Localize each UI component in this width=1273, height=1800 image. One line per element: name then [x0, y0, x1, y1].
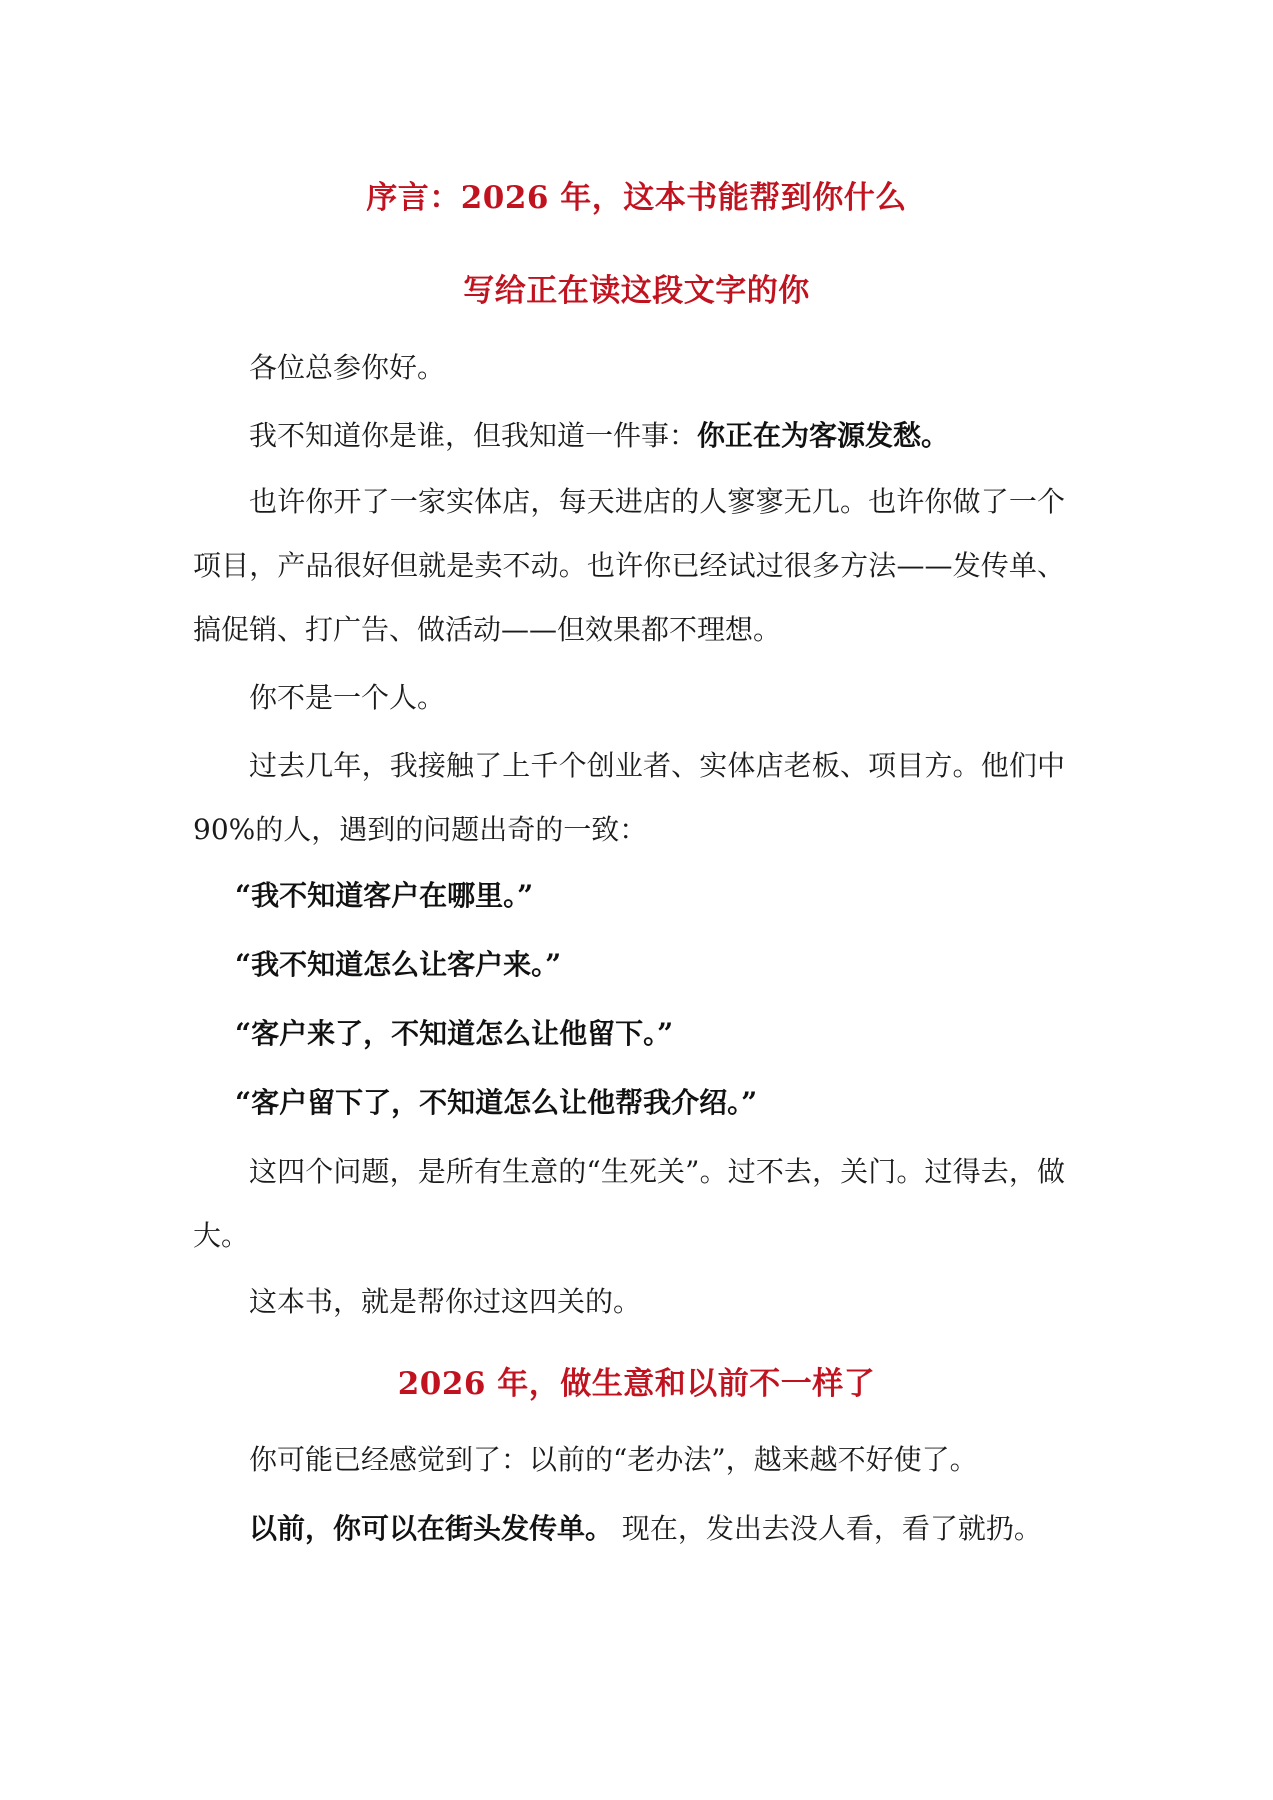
paragraph-not-alone: 你不是一个人。 — [249, 681, 446, 714]
paragraph-old-methods: 你可能已经感觉到了：以前的“老办法”，越来越不好使了。 — [249, 1443, 978, 1476]
paragraph-experience: 过去几年，我接触了上千个创业者、实体店老板、项目方。他们中 90%的人，遇到的问题出奇的一致： — [193, 749, 1065, 846]
flyers-emphasis: 以前，你可以在街头发传单。 — [249, 1512, 614, 1545]
quote-item: “我不知道客户在哪里。” — [235, 879, 534, 912]
paragraph-intro — [193, 404, 1065, 468]
preface-subtitle: 写给正在读这段文字的你 — [463, 273, 810, 309]
paragraph-greeting: 各位总参你好。 — [249, 351, 446, 384]
flyers-text: 现在，发出去没人看，看了就扔。 — [613, 1512, 1042, 1545]
quote-item: “我不知道怎么让客户来。” — [235, 948, 562, 981]
paragraph-four-problems: 这四个问题，是所有生意的“生死关”。过不去，关门。过得去，做大。 — [193, 1155, 1065, 1252]
paragraph-book-purpose: 这本书，就是帮你过这四关的。 — [249, 1285, 642, 1318]
intro-text: 我不知道你是谁，但我知道一件事： — [249, 419, 698, 452]
quote-item: “客户留下了，不知道怎么让他帮我介绍。” — [235, 1086, 758, 1119]
intro-emphasis: 你正在为客源发愁。 — [697, 419, 950, 452]
paragraph-situations: 也许你开了一家实体店，每天进店的人寥寥无几。也许你做了一个项目，产品很好但就是卖不动。也许你已经试过很多方法——发传单、搞促销、打广告、做活动——但效果都不理想。 — [193, 485, 1065, 646]
preface-title: 序言：2026 年，这本书能帮到你什么 — [366, 180, 907, 216]
quote-item: “客户来了，不知道怎么让他留下。” — [235, 1017, 674, 1050]
paragraph-flyers — [193, 1497, 1065, 1561]
section-heading: 2026 年，做生意和以前不一样了 — [397, 1366, 876, 1402]
